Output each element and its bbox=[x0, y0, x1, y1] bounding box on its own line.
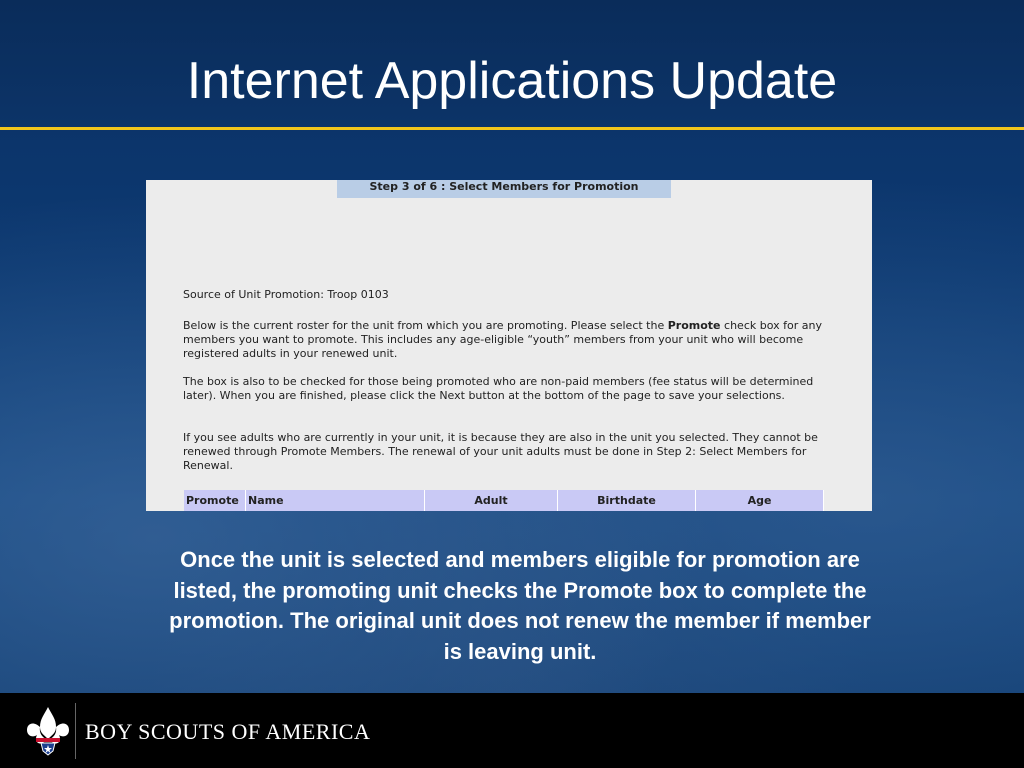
footer bbox=[0, 693, 1024, 768]
fleur-de-lis-icon bbox=[24, 705, 72, 757]
instructions-text: check box for any members you want to promote. This includes any age-eligible “youth” members from your unit who will become registered adults in your renewed unit. bbox=[183, 319, 822, 360]
column-header-age[interactable]: Age bbox=[696, 490, 824, 511]
title-bar bbox=[0, 0, 1024, 128]
title-divider bbox=[0, 127, 1024, 130]
footer-divider bbox=[75, 703, 76, 759]
instructions-paragraph-3: If you see adults who are currently in your unit, it is because they are also in the unit you selected. They cannot be renewed through Promote Members. The renewal of your unit adults must be done in Step 2: Select Members for Renewal. bbox=[183, 431, 818, 472]
column-header-birthdate[interactable]: Birthdate bbox=[558, 490, 696, 511]
organization-name: BOY SCOUTS OF AMERICA bbox=[85, 719, 371, 744]
column-header-adult[interactable]: Adult bbox=[425, 490, 558, 511]
column-header-promote[interactable]: Promote bbox=[184, 490, 246, 511]
instructions-paragraph-2: The box is also to be checked for those being promoted who are non-paid members (fee status will be determined later). When you are finished, please click the Next button at the bottom of the page to save your selections. bbox=[183, 375, 814, 402]
column-header-name[interactable]: Name bbox=[246, 490, 425, 511]
promote-emphasis: Promote bbox=[667, 319, 721, 332]
application-screenshot bbox=[146, 180, 872, 511]
slide-title: Internet Applications Update bbox=[186, 52, 838, 110]
instructions-paragraph-1 bbox=[183, 319, 833, 361]
source-of-promotion: Source of Unit Promotion: Troop 0103 bbox=[183, 288, 389, 301]
step-header: Step 3 of 6 : Select Members for Promotion bbox=[337, 180, 671, 198]
instructions-text: Below is the current roster for the unit from which you are promoting. Please select the bbox=[183, 319, 668, 332]
roster-table-header bbox=[184, 490, 824, 511]
slide-caption: Once the unit is selected and members eligible for promotion are listed, the promoting unit checks the Promote box to complete the promotion. The original unit does not renew the member if member is leaving unit. bbox=[169, 547, 871, 664]
